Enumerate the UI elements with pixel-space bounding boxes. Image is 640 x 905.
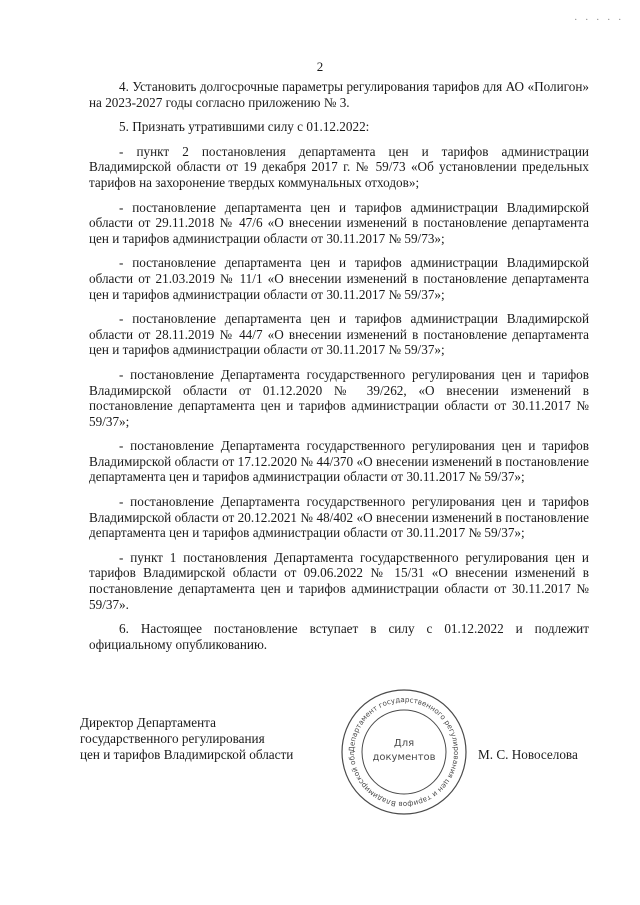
repealed-item: - пункт 2 постановления департамента цен и тарифов администрации Владимирской области от 19 декабря 2017 г. № 59/73 «Об установлении предельных тарифов на захоронение твердых коммунальных отходов»;	[89, 143, 589, 190]
repealed-item: - постановление Департамента государственного регулирования цен и тарифов Владимирской области от 01.12.2020 № 39/262, «О внесении изменений в постановление департамента цен и тарифов администрации области от 30.11.2017 № 59/37»;	[89, 366, 589, 429]
document-body	[89, 79, 589, 661]
official-stamp	[340, 688, 468, 816]
position-line: цен и тарифов Владимирской области	[80, 747, 294, 763]
page-number: 2	[316, 59, 324, 74]
signatory-position	[80, 715, 293, 764]
repealed-item: - постановление департамента цен и тарифов администрации Владимирской области от 28.11.2019 № 44/7 «О внесении изменений в постановление департамента цен и тарифов администрации области от 30.11.2017 № 59/37»;	[89, 311, 589, 358]
stamp-center-line2: документов	[372, 752, 436, 763]
repealed-item: - постановление Департамента государственного регулирования цен и тарифов Владимирской области от 20.12.2021 № 48/402 «О внесении изменений в постановление департамента цен и тарифов администрации области от 30.11.2017 № 59/37»;	[89, 494, 589, 541]
repealed-item: - пункт 1 постановления Департамента государственного регулирования цен и тарифов Владимирской области от 09.06.2022 № 15/31 «О внесении изменений в постановление департамента цен и тарифов администрации области от 30.11.2017 № 59/37».	[89, 549, 589, 612]
paragraph-5: 5. Признать утратившими силу с 01.12.2022:	[119, 119, 370, 135]
paragraph-6: 6. Настоящее постановление вступает в силу с 01.12.2022 и подлежит официальному опубликованию.	[89, 621, 589, 652]
repealed-item: - постановление Департамента государственного регулирования цен и тарифов Владимирской области от 17.12.2020 № 44/370 «О внесении изменений в постановление департамента цен и тарифов администрации области от 30.11.2017 № 59/37»;	[89, 438, 589, 485]
stamp-ring-text-path: Департамент государственного регулирования цен и тарифов Владимирской обл	[346, 694, 462, 810]
stamp-seal	[340, 688, 468, 816]
paragraph-4: 4. Установить долгосрочные параметры регулирования тарифов для АО «Полигон» на 2023-2027 годы согласно приложению № 3.	[89, 79, 589, 110]
stamp-center-line1: Для	[393, 738, 415, 749]
position-line: государственного регулирования	[80, 731, 265, 747]
repealed-item: - постановление департамента цен и тарифов администрации Владимирской области от 29.11.2018 № 47/6 «О внесении изменений в постановление департамента цен и тарифов администрации области от 30.11.2017 № 59/73»;	[89, 199, 589, 246]
repealed-item: - постановление департамента цен и тарифов администрации Владимирской области от 21.03.2019 № 11/1 «О внесении изменений в постановление департамента цен и тарифов администрации области от 30.11.2017 № 59/37»;	[89, 255, 589, 302]
signatory-name: М. С. Новоселова	[478, 747, 578, 762]
scan-artifact: . . . . .	[574, 12, 624, 23]
position-line: Директор Департамента	[80, 715, 216, 730]
